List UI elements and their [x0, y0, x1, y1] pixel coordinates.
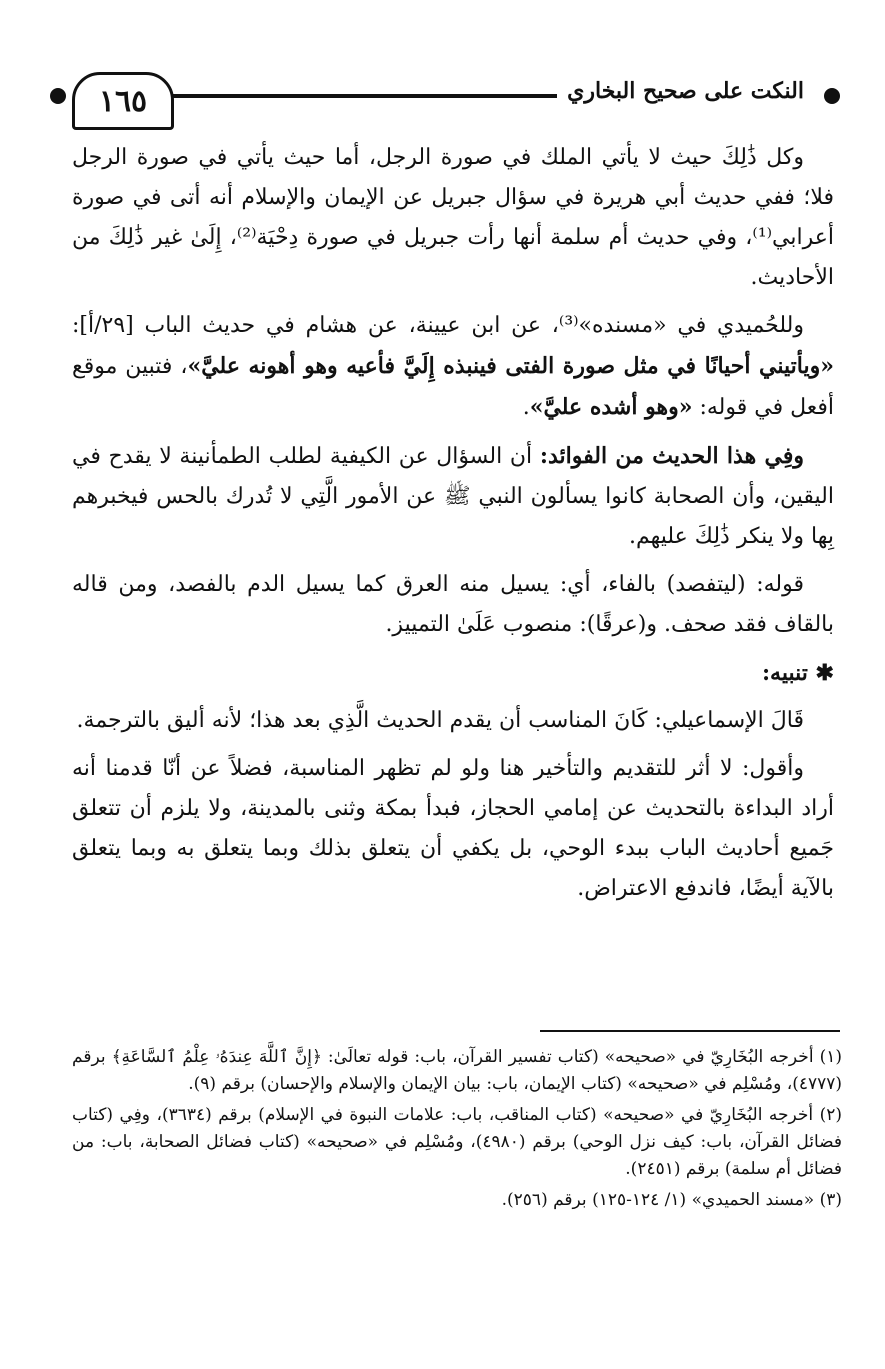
- paragraph-2-quote-2: «وهو أشده عليَّ»: [529, 394, 693, 420]
- paragraph-6: وأقول: لا أثر للتقديم والتأخير هنا ولو لم تظهر المناسبة، فضلاً عن أنّا قدمنا أنه أراد البداءة بالتحديث عن إمامي الحجاز، فبدأ بمكة وثنى بالمدينة، ولا يلزم أن تتعلق جَميع أحاديث الباب ببدء الوحي، بل يكفي أن يتعلق بذلك وبما يتعلق به وبما يتعلق بالآية أيضًا، فاندفع الاعتراض.: [72, 756, 834, 901]
- paragraph-3-heading: وفِي هذا الحديث من الفوائد:: [539, 443, 804, 469]
- paragraph-3-text: أن السؤال عن الكيفية لطلب الطمأنينة لا يقدح في اليقين، وأن الصحابة كانوا يسألون النبي ﷺ عن الأمور الَّتِي لا تُدرك بالحس فيخبرهم بِها ولا ينكر ذَٰلِكَ عليهم.: [72, 444, 834, 549]
- footnote-3: (٣) «مسند الحميدي» (١/ ١٢٤-١٢٥) برقم (٢٥٦).: [501, 1190, 842, 1210]
- paragraph-2-mid: ، فتبين موقع أفعل في قوله:: [72, 354, 834, 420]
- paragraph-1: وكل ذَٰلِكَ حيث لا يأتي الملك في صورة الرجل، أما حيث يأتي في صورة الرجل فلا؛ ففي حديث أبي هريرة في سؤال جبريل عن الإيمان والإسلام أنه أتى في صورة أعرابي⁽¹⁾، وفي حديث أم سلمة أنها رأت جبريل في صورة دِحْيَة⁽²⁾، إِلَىٰ غير ذَٰلِكَ من الأحاديث.: [72, 145, 834, 290]
- note-heading: ✱ تنبيه:: [761, 660, 834, 686]
- paragraph-5: قَالَ الإسماعيلي: كَانَ المناسب أن يقدم الحديث الَّذِي بعد هذا؛ لأنه أليق بالترجمة.: [76, 708, 804, 733]
- page-number: ١٦٥: [72, 72, 174, 130]
- footnote-rule: [540, 1030, 840, 1032]
- footnote-2: (٢) أخرجه البُخَارِيّ في «صحيحه» (كتاب المناقب، باب: علامات النبوة في الإسلام) برقم (٣٦٣٤)، وفِي (كتاب فضائل القرآن، باب: كيف نزل الوحي) برقم (٤٩٨٠)، ومُسْلِم في «صحيحه» (كتاب فضائل الصحابة، باب: من فضائل أم سلمة) برقم (٢٤٥١).: [72, 1105, 843, 1179]
- paragraph-2-quote: «ويأتيني أحيانًا في مثل صورة الفتى فينبذه إِلَيَّ فأعيه وهو أهونه عليَّ»: [187, 353, 834, 379]
- running-title: النكت على صحيح البخاري: [557, 78, 814, 104]
- page-header: [50, 60, 840, 140]
- paragraph-2-start: وللحُميدي في «مسنده»⁽³⁾، عن ابن عيينة، عن هشام في حديث الباب [٢٩/أ]:: [72, 313, 804, 338]
- header-dot-left-icon: [50, 88, 66, 104]
- footnote-1: (١) أخرجه البُخَارِيّ في «صحيحه» (كتاب تفسير القرآن، باب: قوله تعالَىٰ: ﴿إِنَّ ٱللَّهَ عِندَهُۥ عِلْمُ ٱلسَّاعَةِ﴾ برقم (٤٧٧٧)، ومُسْلِم في «صحيحه» (كتاب الإيمان، باب: بيان الإيمان والإسلام والإحسان) برقم (٩).: [72, 1047, 842, 1094]
- main-text: [72, 138, 834, 917]
- paragraph-4: قوله: (ليتفصد) بالفاء، أي: يسيل منه العرق كما يسيل الدم بالفصد، ومن قاله بالقاف فقد صحف. و(عرقًا): منصوب عَلَىٰ التمييز.: [72, 572, 834, 637]
- paragraph-2-end: .: [522, 395, 530, 420]
- footnotes: [72, 1044, 842, 1218]
- header-dot-right-icon: [824, 88, 840, 104]
- paragraph-3: [72, 436, 834, 557]
- paragraph-2: [72, 306, 834, 428]
